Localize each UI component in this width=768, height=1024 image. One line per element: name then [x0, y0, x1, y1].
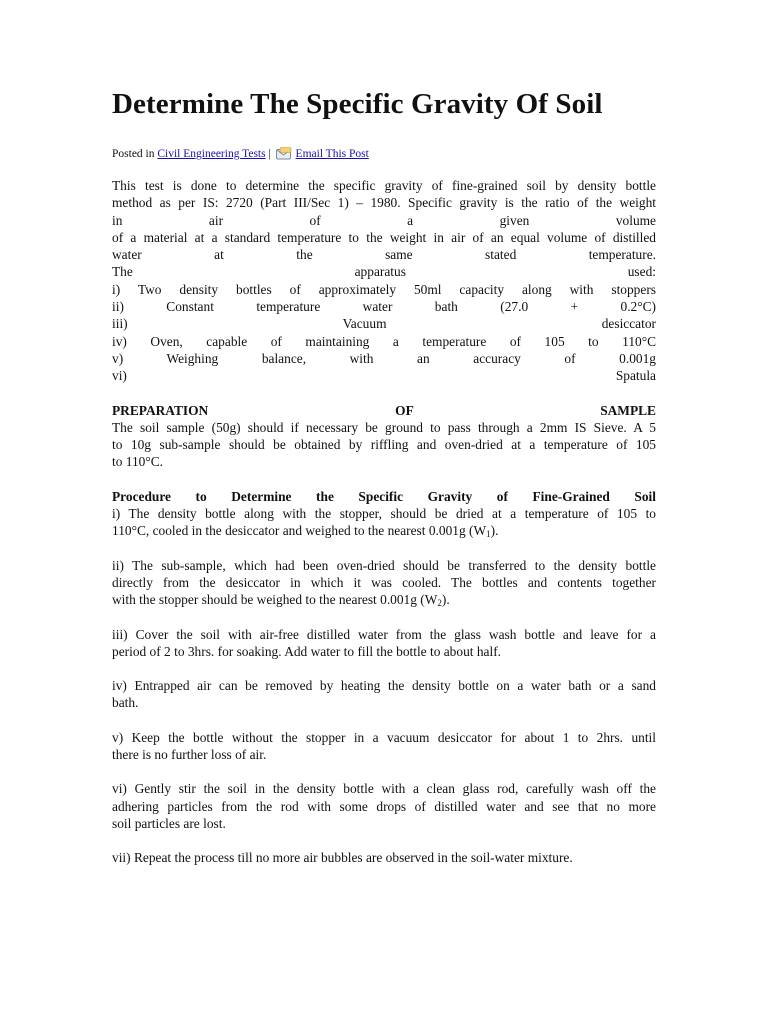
text-line: adhering particles from the rod with some drops of distilled water and see that no more — [112, 798, 656, 814]
apparatus-item: vi) Spatula — [112, 368, 656, 384]
text-line: with the stopper should be weighed to the nearest 0.001g $(W_2)$. — [112, 592, 450, 609]
procedure-section — [112, 488, 656, 540]
envelope-icon[interactable] — [276, 147, 292, 166]
apparatus-item: iv) Oven, capable of maintaining a temperature of 105 to 110°C — [112, 333, 656, 349]
article-body — [112, 177, 656, 867]
page-title: Determine The Specific Gravity Of Soil — [112, 88, 603, 120]
procedure-step — [112, 729, 656, 764]
text-line: vii) Repeat the process till no more air bubbles are observed in the soil-water mixture. — [112, 850, 573, 866]
text-line: to 110°C. — [112, 454, 163, 470]
procedure-step — [112, 849, 656, 866]
procedure-heading: Procedure to Determine the Specific Gravity of Fine-Grained Soil — [112, 488, 656, 504]
text-line: period of 2 to 3hrs. for soaking. Add water to fill the bottle to about half. — [112, 643, 501, 659]
procedure-step — [112, 557, 656, 609]
text-line: there is no further loss of air. — [112, 747, 267, 763]
category-link[interactable]: Civil Engineering Tests — [157, 148, 266, 160]
text-line: This test is done to determine the specific gravity of fine-grained soil by density bottle — [112, 178, 656, 193]
intro-paragraph — [112, 177, 656, 385]
apparatus-item: v) Weighing balance, with an accuracy of 0.001g — [112, 350, 656, 366]
procedure-step — [112, 626, 656, 661]
text-line: The apparatus used: — [112, 264, 656, 280]
text-line: The soil sample (50g) should if necessary be ground to pass through a 2mm IS Sieve. A 5 — [112, 419, 656, 435]
text-line: i) The density bottle along with the stopper, should be dried at a temperature of 105 to — [112, 506, 656, 522]
text-line: of a material at a standard temperature to the weight in air of an equal volume of distilled — [112, 229, 656, 245]
text-line: bath. — [112, 695, 139, 711]
text-line: method as per IS: 2720 (Part III/Sec 1) – 1980. Specific gravity is the ratio of the weight — [112, 195, 656, 211]
preparation-section — [112, 402, 656, 471]
procedure-step — [112, 677, 656, 712]
text-line: ii) The sub-sample, which had been oven-dried should be transferred to the density bottle — [112, 557, 656, 573]
text-line: v) Keep the bottle without the stopper in a vacuum desiccator for about 1 to 2hrs. until — [112, 729, 656, 745]
text-line: water at the same stated temperature. — [112, 247, 656, 263]
text-line: 110°C, cooled in the desiccator and weighed to the nearest 0.001g $(W_1)$. — [112, 523, 499, 540]
apparatus-item: i) Two density bottles of approximately 50ml capacity along with stoppers — [112, 281, 656, 297]
text-line: soil particles are lost. — [112, 815, 226, 831]
text-line: vi) Gently stir the soil in the density bottle with a clean glass rod, carefully wash off the — [112, 781, 656, 797]
text-line: iv) Entrapped air can be removed by heating the density bottle on a water bath or a sand — [112, 678, 656, 694]
preparation-heading: PREPARATION OF SAMPLE — [112, 402, 656, 418]
meta-separator: | — [268, 148, 271, 160]
text-line: to 10g sub-sample should be obtained by riffling and oven-dried at a temperature of 105 — [112, 437, 656, 453]
apparatus-item: ii) Constant temperature water bath (27.0 + 0.2°C) — [112, 299, 656, 315]
text-line: directly from the desiccator in which it was cooled. The bottles and contents together — [112, 574, 656, 590]
posted-in-label: Posted in — [112, 148, 155, 160]
text-line: iii) Cover the soil with air-free distilled water from the glass wash bottle and leave for a — [112, 626, 656, 642]
apparatus-item: iii) Vacuum desiccator — [112, 316, 656, 332]
post-meta — [112, 145, 369, 166]
text-line: in air of a given volume — [112, 212, 656, 228]
procedure-step — [112, 780, 656, 832]
email-post-link[interactable]: Email This Post — [295, 148, 369, 160]
